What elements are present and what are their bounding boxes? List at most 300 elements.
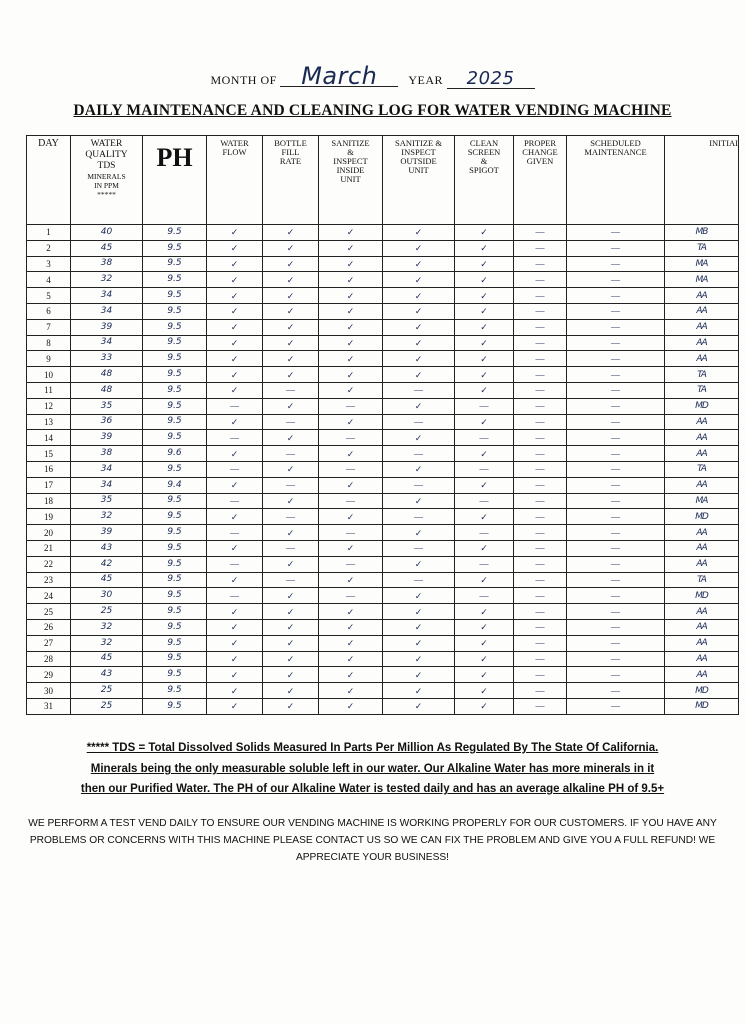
water-flow-mark: ✓	[207, 335, 263, 351]
initials-value: AA	[665, 667, 739, 683]
bottle-fill-mark: ✓	[263, 430, 319, 446]
day-number: 1	[27, 225, 71, 241]
tds-value: 32	[71, 635, 143, 651]
day-number: 19	[27, 509, 71, 525]
sanitize-outside-mark: ✓	[383, 319, 455, 335]
initials-value: MA	[665, 272, 739, 288]
bottle-fill-mark: ✓	[263, 588, 319, 604]
tds-value: 38	[71, 446, 143, 462]
scheduled-maintenance-mark: —	[567, 351, 665, 367]
sanitize-inside-mark: ✓	[319, 540, 383, 556]
sanitize-outside-mark: ✓	[383, 367, 455, 383]
bottle-fill-mark: —	[263, 382, 319, 398]
scheduled-maintenance-mark: —	[567, 225, 665, 241]
sanitize-outside-mark: ✓	[383, 335, 455, 351]
sanitize-inside-mark: ✓	[319, 572, 383, 588]
table-row	[27, 525, 739, 541]
bottle-fill-mark: ✓	[263, 556, 319, 572]
clean-screen-mark: ✓	[455, 351, 514, 367]
clean-screen-mark: ✓	[455, 256, 514, 272]
proper-change-mark: —	[514, 572, 567, 588]
initials-value: AA	[665, 430, 739, 446]
initials-value: AA	[665, 319, 739, 335]
proper-change-mark: —	[514, 556, 567, 572]
proper-change-mark: —	[514, 430, 567, 446]
sanitize-outside-mark: ✓	[383, 225, 455, 241]
water-flow-mark: ✓	[207, 225, 263, 241]
scheduled-maintenance-mark: —	[567, 303, 665, 319]
tds-value: 35	[71, 493, 143, 509]
tds-value: 35	[71, 398, 143, 414]
bottle-fill-mark: ✓	[263, 272, 319, 288]
tds-value: 25	[71, 604, 143, 620]
table-header-row	[27, 136, 739, 225]
table-row	[27, 225, 739, 241]
water-flow-mark: ✓	[207, 572, 263, 588]
water-flow-mark: ✓	[207, 667, 263, 683]
proper-change-mark: —	[514, 604, 567, 620]
proper-change-mark: —	[514, 525, 567, 541]
col-proper-change: PROPER CHANGE GIVEN	[514, 136, 567, 225]
proper-change-mark: —	[514, 256, 567, 272]
clean-screen-mark: ✓	[455, 635, 514, 651]
scheduled-maintenance-mark: —	[567, 240, 665, 256]
proper-change-mark: —	[514, 683, 567, 699]
footer-notice: WE PERFORM A TEST VEND DAILY TO ENSURE OUR VENDING MACHINE IS WORKING PROPERLY FOR OUR CUSTOMERS. IF YOU HAVE ANY PROBLEMS OR CONCERNS WITH THIS MACHINE PLEASE CONTACT US SO WE CAN FIX THE PROBLEM AND GIVE YOU A FULL REFUND! WE APPRECIATE YOUR BUSINESS!	[28, 818, 717, 863]
water-flow-mark: ✓	[207, 319, 263, 335]
proper-change-mark: —	[514, 319, 567, 335]
table-row	[27, 351, 739, 367]
scheduled-maintenance-mark: —	[567, 556, 665, 572]
day-number: 11	[27, 382, 71, 398]
day-number: 23	[27, 572, 71, 588]
proper-change-mark: —	[514, 619, 567, 635]
tds-value: 48	[71, 367, 143, 383]
sanitize-inside-mark: ✓	[319, 667, 383, 683]
bottle-fill-mark: ✓	[263, 225, 319, 241]
proper-change-mark: —	[514, 698, 567, 714]
proper-change-mark: —	[514, 335, 567, 351]
ph-value: 9.5	[143, 367, 207, 383]
ph-value: 9.5	[143, 272, 207, 288]
sanitize-outside-mark: ✓	[383, 256, 455, 272]
bottle-fill-mark: —	[263, 572, 319, 588]
ph-value: 9.5	[143, 698, 207, 714]
day-number: 26	[27, 619, 71, 635]
ph-value: 9.5	[143, 604, 207, 620]
scheduled-maintenance-mark: —	[567, 382, 665, 398]
day-number: 30	[27, 683, 71, 699]
water-flow-mark: —	[207, 398, 263, 414]
table-row	[27, 556, 739, 572]
tds-value: 39	[71, 525, 143, 541]
year-value: 2025	[447, 70, 535, 89]
water-flow-mark: ✓	[207, 698, 263, 714]
sanitize-inside-mark: —	[319, 556, 383, 572]
initials-value: AA	[665, 651, 739, 667]
scheduled-maintenance-mark: —	[567, 319, 665, 335]
initials-value: MD	[665, 509, 739, 525]
sanitize-inside-mark: ✓	[319, 288, 383, 304]
clean-screen-mark: ✓	[455, 367, 514, 383]
sanitize-inside-mark: —	[319, 430, 383, 446]
proper-change-mark: —	[514, 398, 567, 414]
ph-value: 9.5	[143, 572, 207, 588]
table-row	[27, 477, 739, 493]
table-row	[27, 667, 739, 683]
bottle-fill-mark: ✓	[263, 619, 319, 635]
col-sanitize-outside: SANITIZE & INSPECT OUTSIDE UNIT	[383, 136, 455, 225]
ph-value: 9.5	[143, 430, 207, 446]
sanitize-inside-mark: ✓	[319, 604, 383, 620]
bottle-fill-mark: ✓	[263, 240, 319, 256]
initials-value: TA	[665, 367, 739, 383]
water-flow-mark: ✓	[207, 540, 263, 556]
sanitize-outside-mark: ✓	[383, 351, 455, 367]
day-number: 24	[27, 588, 71, 604]
water-flow-mark: ✓	[207, 303, 263, 319]
clean-screen-mark: —	[455, 588, 514, 604]
table-row	[27, 382, 739, 398]
col-bottle-fill-rate: BOTTLE FILL RATE	[263, 136, 319, 225]
water-flow-mark: ✓	[207, 604, 263, 620]
clean-screen-mark: ✓	[455, 619, 514, 635]
ph-value: 9.5	[143, 683, 207, 699]
ph-value: 9.5	[143, 256, 207, 272]
day-number: 16	[27, 461, 71, 477]
log-body	[27, 225, 739, 715]
sanitize-outside-mark: ✓	[383, 651, 455, 667]
sanitize-outside-mark: —	[383, 477, 455, 493]
sanitize-outside-mark: —	[383, 509, 455, 525]
col-initials: INITIAI	[665, 136, 739, 225]
bottle-fill-mark: ✓	[263, 367, 319, 383]
month-year-line	[0, 62, 745, 90]
proper-change-mark: —	[514, 382, 567, 398]
footer-minerals-note: Minerals being the only measurable soluble left in our water. Our Alkaline Water has more minerals in it	[90, 763, 655, 775]
proper-change-mark: —	[514, 651, 567, 667]
table-row	[27, 698, 739, 714]
ph-value: 9.5	[143, 303, 207, 319]
sanitize-outside-mark: ✓	[383, 683, 455, 699]
clean-screen-mark: ✓	[455, 667, 514, 683]
table-row	[27, 509, 739, 525]
proper-change-mark: —	[514, 493, 567, 509]
sanitize-inside-mark: ✓	[319, 256, 383, 272]
sanitize-inside-mark: ✓	[319, 240, 383, 256]
ph-value: 9.4	[143, 477, 207, 493]
day-number: 5	[27, 288, 71, 304]
ph-value: 9.5	[143, 335, 207, 351]
initials-value: AA	[665, 604, 739, 620]
scheduled-maintenance-mark: —	[567, 256, 665, 272]
day-number: 28	[27, 651, 71, 667]
col-day: DAY	[27, 136, 71, 225]
sanitize-outside-mark: —	[383, 540, 455, 556]
sanitize-inside-mark: —	[319, 588, 383, 604]
initials-value: MD	[665, 588, 739, 604]
scheduled-maintenance-mark: —	[567, 525, 665, 541]
bottle-fill-mark: ✓	[263, 635, 319, 651]
table-row	[27, 398, 739, 414]
tds-value: 34	[71, 461, 143, 477]
scheduled-maintenance-mark: —	[567, 288, 665, 304]
proper-change-mark: —	[514, 588, 567, 604]
scheduled-maintenance-mark: —	[567, 651, 665, 667]
day-number: 27	[27, 635, 71, 651]
initials-value: MA	[665, 493, 739, 509]
water-flow-mark: ✓	[207, 446, 263, 462]
proper-change-mark: —	[514, 635, 567, 651]
clean-screen-mark: ✓	[455, 651, 514, 667]
clean-screen-mark: ✓	[455, 446, 514, 462]
bottle-fill-mark: ✓	[263, 335, 319, 351]
ph-value: 9.5	[143, 414, 207, 430]
water-flow-mark: ✓	[207, 509, 263, 525]
sanitize-inside-mark: —	[319, 493, 383, 509]
table-row	[27, 335, 739, 351]
initials-value: AA	[665, 556, 739, 572]
month-value: March	[280, 66, 398, 87]
ph-value: 9.5	[143, 240, 207, 256]
water-flow-mark: —	[207, 461, 263, 477]
tds-value: 42	[71, 556, 143, 572]
ph-value: 9.5	[143, 461, 207, 477]
scheduled-maintenance-mark: —	[567, 493, 665, 509]
day-number: 29	[27, 667, 71, 683]
table-row	[27, 604, 739, 620]
clean-screen-mark: ✓	[455, 225, 514, 241]
day-number: 17	[27, 477, 71, 493]
day-number: 6	[27, 303, 71, 319]
tds-value: 25	[71, 698, 143, 714]
day-number: 4	[27, 272, 71, 288]
day-number: 7	[27, 319, 71, 335]
ph-value: 9.5	[143, 525, 207, 541]
bottle-fill-mark: ✓	[263, 698, 319, 714]
initials-value: TA	[665, 572, 739, 588]
initials-value: MB	[665, 225, 739, 241]
table-row	[27, 446, 739, 462]
tds-value: 34	[71, 303, 143, 319]
ph-value: 9.5	[143, 493, 207, 509]
day-number: 13	[27, 414, 71, 430]
bottle-fill-mark: ✓	[263, 604, 319, 620]
sanitize-inside-mark: —	[319, 398, 383, 414]
initials-value: AA	[665, 351, 739, 367]
initials-value: TA	[665, 382, 739, 398]
water-flow-mark: —	[207, 588, 263, 604]
table-row	[27, 272, 739, 288]
bottle-fill-mark: —	[263, 477, 319, 493]
sanitize-outside-mark: ✓	[383, 588, 455, 604]
sanitize-inside-mark: ✓	[319, 651, 383, 667]
tds-value: 34	[71, 288, 143, 304]
proper-change-mark: —	[514, 540, 567, 556]
initials-value: AA	[665, 525, 739, 541]
table-row	[27, 635, 739, 651]
day-number: 18	[27, 493, 71, 509]
sanitize-outside-mark: ✓	[383, 604, 455, 620]
water-flow-mark: ✓	[207, 382, 263, 398]
clean-screen-mark: —	[455, 493, 514, 509]
sanitize-outside-mark: ✓	[383, 525, 455, 541]
ph-value: 9.5	[143, 382, 207, 398]
sanitize-outside-mark: ✓	[383, 272, 455, 288]
day-number: 31	[27, 698, 71, 714]
clean-screen-mark: ✓	[455, 509, 514, 525]
bottle-fill-mark: ✓	[263, 683, 319, 699]
table-row	[27, 288, 739, 304]
table-row	[27, 683, 739, 699]
proper-change-mark: —	[514, 240, 567, 256]
sanitize-outside-mark: —	[383, 382, 455, 398]
footer-tds-note: ***** TDS = Total Dissolved Solids Measured In Parts Per Million As Regulated By The State Of California.	[86, 742, 659, 754]
ph-value: 9.5	[143, 225, 207, 241]
proper-change-mark: —	[514, 446, 567, 462]
initials-value: MD	[665, 698, 739, 714]
scheduled-maintenance-mark: —	[567, 477, 665, 493]
sanitize-inside-mark: ✓	[319, 272, 383, 288]
day-number: 20	[27, 525, 71, 541]
table-row	[27, 256, 739, 272]
tds-value: 30	[71, 588, 143, 604]
bottle-fill-mark: —	[263, 509, 319, 525]
bottle-fill-mark: ✓	[263, 398, 319, 414]
sanitize-inside-mark: ✓	[319, 619, 383, 635]
sanitize-outside-mark: ✓	[383, 430, 455, 446]
table-row	[27, 651, 739, 667]
table-row	[27, 303, 739, 319]
ph-value: 9.5	[143, 667, 207, 683]
proper-change-mark: —	[514, 461, 567, 477]
day-number: 21	[27, 540, 71, 556]
day-number: 9	[27, 351, 71, 367]
water-flow-mark: ✓	[207, 272, 263, 288]
proper-change-mark: —	[514, 303, 567, 319]
clean-screen-mark: ✓	[455, 540, 514, 556]
sanitize-outside-mark: —	[383, 446, 455, 462]
initials-value: MA	[665, 256, 739, 272]
day-number: 10	[27, 367, 71, 383]
proper-change-mark: —	[514, 477, 567, 493]
water-flow-mark: ✓	[207, 683, 263, 699]
day-number: 15	[27, 446, 71, 462]
initials-value: AA	[665, 288, 739, 304]
ph-value: 9.5	[143, 319, 207, 335]
ph-value: 9.5	[143, 288, 207, 304]
scheduled-maintenance-mark: —	[567, 446, 665, 462]
proper-change-mark: —	[514, 509, 567, 525]
clean-screen-mark: —	[455, 430, 514, 446]
tds-value: 36	[71, 414, 143, 430]
tds-value: 40	[71, 225, 143, 241]
water-flow-mark: —	[207, 493, 263, 509]
ph-value: 9.5	[143, 398, 207, 414]
scheduled-maintenance-mark: —	[567, 572, 665, 588]
clean-screen-mark: ✓	[455, 335, 514, 351]
sanitize-outside-mark: —	[383, 572, 455, 588]
initials-value: AA	[665, 414, 739, 430]
scheduled-maintenance-mark: —	[567, 509, 665, 525]
footer-ph-note: then our Purified Water. The PH of our Alkaline Water is tested daily and has an average alkaline PH of 9.5+	[80, 783, 665, 795]
initials-value: AA	[665, 335, 739, 351]
scheduled-maintenance-mark: —	[567, 398, 665, 414]
sanitize-inside-mark: ✓	[319, 303, 383, 319]
month-label: MONTH OF	[210, 73, 277, 87]
table-row	[27, 414, 739, 430]
maintenance-log-table	[26, 135, 739, 715]
sanitize-inside-mark: ✓	[319, 414, 383, 430]
day-number: 2	[27, 240, 71, 256]
initials-value: TA	[665, 240, 739, 256]
table-row	[27, 493, 739, 509]
sanitize-inside-mark: ✓	[319, 367, 383, 383]
table-row	[27, 461, 739, 477]
sanitize-inside-mark: ✓	[319, 683, 383, 699]
initials-value: MD	[665, 398, 739, 414]
sanitize-outside-mark: —	[383, 414, 455, 430]
col-sanitize-inside: SANITIZE & INSPECT INSIDE UNIT	[319, 136, 383, 225]
sanitize-inside-mark: —	[319, 461, 383, 477]
sanitize-outside-mark: ✓	[383, 303, 455, 319]
col-scheduled-maintenance: SCHEDULED MAINTENANCE	[567, 136, 665, 225]
tds-value: 34	[71, 477, 143, 493]
col-water-quality: WATER QUALITY TDS MINERALS IN PPM *****	[71, 136, 143, 225]
tds-value: 43	[71, 667, 143, 683]
clean-screen-mark: —	[455, 398, 514, 414]
clean-screen-mark: —	[455, 525, 514, 541]
sanitize-outside-mark: ✓	[383, 493, 455, 509]
initials-value: AA	[665, 635, 739, 651]
bottle-fill-mark: ✓	[263, 461, 319, 477]
initials-value: AA	[665, 446, 739, 462]
scheduled-maintenance-mark: —	[567, 461, 665, 477]
initials-value: AA	[665, 477, 739, 493]
clean-screen-mark: ✓	[455, 303, 514, 319]
scheduled-maintenance-mark: —	[567, 414, 665, 430]
tds-value: 34	[71, 335, 143, 351]
sanitize-inside-mark: ✓	[319, 319, 383, 335]
bottle-fill-mark: —	[263, 540, 319, 556]
bottle-fill-mark: ✓	[263, 525, 319, 541]
col-clean-screen: CLEAN SCREEN & SPIGOT	[455, 136, 514, 225]
clean-screen-mark: ✓	[455, 414, 514, 430]
sanitize-inside-mark: ✓	[319, 446, 383, 462]
ph-value: 9.5	[143, 619, 207, 635]
sanitize-outside-mark: ✓	[383, 667, 455, 683]
clean-screen-mark: ✓	[455, 382, 514, 398]
ph-value: 9.5	[143, 351, 207, 367]
water-flow-mark: ✓	[207, 240, 263, 256]
scheduled-maintenance-mark: —	[567, 698, 665, 714]
table-row	[27, 572, 739, 588]
water-flow-mark: ✓	[207, 477, 263, 493]
clean-screen-mark: ✓	[455, 698, 514, 714]
tds-value: 39	[71, 319, 143, 335]
table-row	[27, 619, 739, 635]
water-flow-mark: —	[207, 525, 263, 541]
clean-screen-mark: —	[455, 556, 514, 572]
clean-screen-mark: ✓	[455, 272, 514, 288]
tds-value: 25	[71, 683, 143, 699]
sanitize-outside-mark: ✓	[383, 240, 455, 256]
clean-screen-mark: ✓	[455, 572, 514, 588]
water-flow-mark: ✓	[207, 619, 263, 635]
bottle-fill-mark: —	[263, 414, 319, 430]
bottle-fill-mark: ✓	[263, 256, 319, 272]
initials-value: AA	[665, 303, 739, 319]
